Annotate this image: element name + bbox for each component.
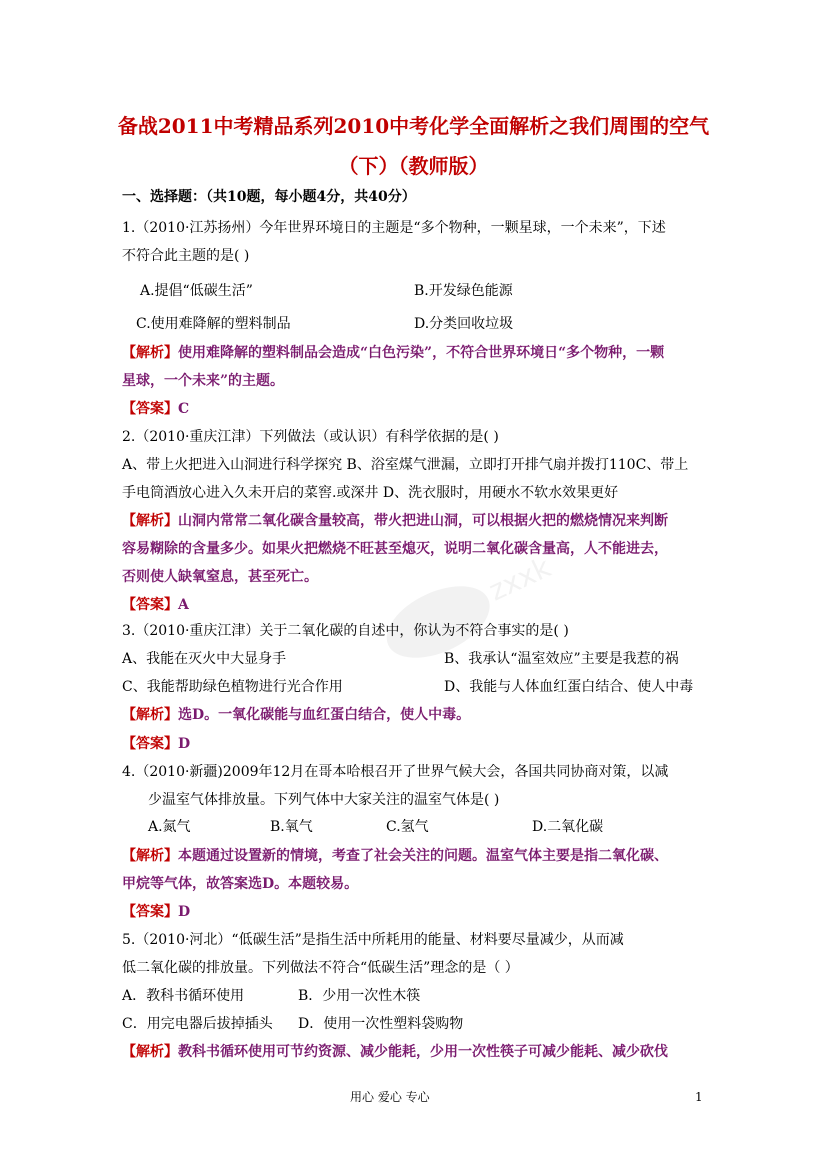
q4-stem-line-2: 少温室气体排放量。下列气体中大家关注的温室气体是( ) xyxy=(148,792,500,808)
q5-option-c: C．用完电器后拔掉插头 xyxy=(122,1016,273,1032)
q2-analysis-line-3: 否则使人缺氧窒息，甚至死亡。 xyxy=(122,569,318,585)
q4-answer-value: D xyxy=(178,904,191,920)
answer-tag: 【答案】 xyxy=(122,401,178,417)
q3-stem: 3.（2010·重庆江津）关于二氧化碳的自述中，你认为不符合事实的是( ) xyxy=(122,623,569,639)
q1-analysis-text: 使用难降解的塑料制品会造成“白色污染”，不符合世界环境日“多个物种，一颗 xyxy=(178,345,665,361)
q3-answer xyxy=(122,734,190,754)
q2-answer-value: A xyxy=(178,597,189,613)
q4-analysis-line-1 xyxy=(122,846,668,866)
q4-option-c: C.氢气 xyxy=(386,819,429,835)
q5-option-d: D．使用一次性塑料袋购物 xyxy=(298,1016,464,1032)
q4-analysis-text: 本题通过设置新的情境，考查了社会关注的问题。温室气体主要是指二氧化碳、 xyxy=(178,848,668,864)
analysis-tag: 【解析】 xyxy=(122,345,178,361)
q3-answer-value: D xyxy=(178,736,191,752)
q1-answer xyxy=(122,399,189,419)
q5-option-a: A．教科书循环使用 xyxy=(122,988,245,1004)
q2-analysis-text: 山洞内常常二氧化碳含量较高，带火把进山洞，可以根据火把的燃烧情况来判断 xyxy=(178,513,668,529)
analysis-tag: 【解析】 xyxy=(122,707,178,723)
q1-stem-line-2: 不符合此主题的是( ) xyxy=(122,248,250,264)
document-title-line-2: （下）（教师版） xyxy=(338,154,489,178)
q3-analysis-text: 选D。一氧化碳能与血红蛋白结合，使人中毒。 xyxy=(178,707,471,723)
document-title-line-1: 备战2011中考精品系列2010中考化学全面解析之我们周围的空气 xyxy=(117,114,710,138)
q5-analysis-text: 教科书循环使用可节约资源、减少能耗，少用一次性筷子可减少能耗、减少砍伐 xyxy=(178,1044,668,1060)
q4-stem-line-1: 4.（2010·新疆)2009年12月在哥本哈根召开了世界气候大会，各国共同协商对策，以减 xyxy=(122,764,669,780)
q2-analysis-line-2: 容易糊除的含量多少。如果火把燃烧不旺甚至熄灭，说明二氧化碳含量高，人不能进去， xyxy=(122,541,668,557)
q2-stem-line-1: 2.（2010·重庆江津）下列做法（或认识）有科学依据的是( ) xyxy=(122,429,499,445)
q5-analysis-line-1 xyxy=(122,1042,668,1062)
q4-option-a: A.氮气 xyxy=(148,819,191,835)
q2-stem-line-3: 手电筒酒放心进入久未开启的菜窖.或深井 D、洗衣服时，用硬水不软水效果更好 xyxy=(122,485,619,501)
analysis-tag: 【解析】 xyxy=(122,1044,178,1060)
q3-option-d: D、我能与人体血红蛋白结合、使人中毒 xyxy=(444,679,694,695)
svg-text:zxxk: zxxk xyxy=(483,550,556,608)
q3-analysis xyxy=(122,705,470,725)
q1-option-b: B.开发绿色能源 xyxy=(414,283,513,299)
footer-motto: 用心 爱心 专心 xyxy=(350,1090,430,1104)
q1-option-c: C.使用难降解的塑料制品 xyxy=(136,316,291,332)
q1-answer-value: C xyxy=(178,401,190,417)
q4-option-b: B.氧气 xyxy=(270,819,313,835)
q4-answer xyxy=(122,902,190,922)
q3-option-a: A、我能在灭火中大显身手 xyxy=(122,651,287,667)
analysis-tag: 【解析】 xyxy=(122,848,178,864)
q1-option-d: D.分类回收垃圾 xyxy=(414,316,514,332)
q1-option-a: A.提倡“低碳生活” xyxy=(140,283,253,299)
section-heading: 一、选择题：（共10题，每小题4分，共40分） xyxy=(122,189,416,205)
q3-option-b: B、我承认“温室效应”主要是我惹的祸 xyxy=(444,651,679,667)
q2-analysis-line-1 xyxy=(122,511,668,531)
q2-stem-line-2: A、带上火把进入山洞进行科学探究 B、浴室煤气泄漏，立即打开排气扇并拨打110C、带上 xyxy=(122,457,689,473)
q1-analysis-line-2: 星球，一个未来”的主题。 xyxy=(122,373,285,389)
analysis-tag: 【解析】 xyxy=(122,513,178,529)
q4-option-d: D.二氧化碳 xyxy=(532,819,604,835)
q5-stem-line-1: 5.（2010·河北）“低碳生活”是指生活中所耗用的能量、材料要尽量减少，从而减 xyxy=(122,932,624,948)
page-number: 1 xyxy=(695,1090,703,1104)
q4-analysis-line-2: 甲烷等气体，故答案选D。本题较易。 xyxy=(122,876,359,892)
q5-stem-line-2: 低二氧化碳的排放量。下列做法不符合“低碳生活”理念的是（ ） xyxy=(122,960,519,976)
q1-analysis-line-1 xyxy=(122,343,664,363)
q3-option-c: C、我能帮助绿色植物进行光合作用 xyxy=(122,679,343,695)
q2-answer xyxy=(122,595,189,615)
q5-option-b: B．少用一次性木筷 xyxy=(298,988,421,1004)
answer-tag: 【答案】 xyxy=(122,904,178,920)
answer-tag: 【答案】 xyxy=(122,597,178,613)
q1-stem-line-1: 1.（2010·江苏扬州）今年世界环境日的主题是“多个物种，一颗星球，一个未来”，下述 xyxy=(122,220,666,236)
answer-tag: 【答案】 xyxy=(122,736,178,752)
